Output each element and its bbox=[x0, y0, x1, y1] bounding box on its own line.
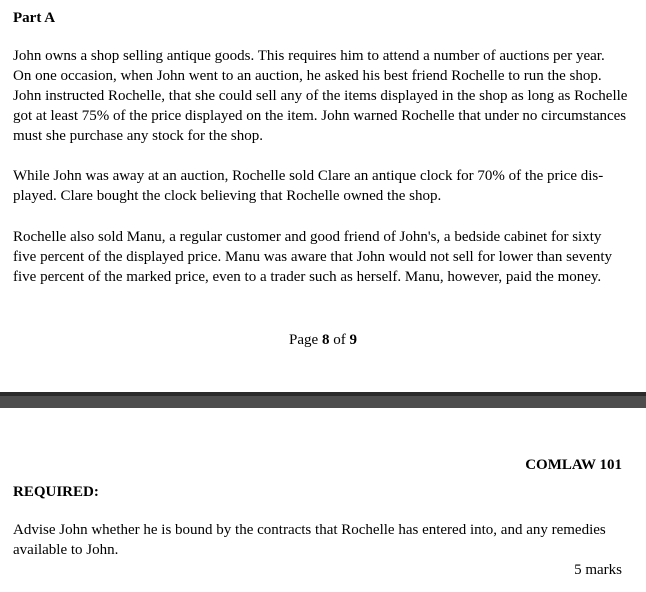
marks-label: 5 marks bbox=[574, 562, 622, 578]
text-line: John owns a shop selling antique goods. This requires him to attend a number of auctions per year. bbox=[13, 48, 605, 64]
paragraph-2 bbox=[13, 166, 633, 206]
text-line: played. Clare bought the clock believing that Rochelle owned the shop. bbox=[13, 188, 442, 204]
required-heading: REQUIRED: bbox=[13, 484, 99, 500]
text-line: five percent of the displayed price. Manu was aware that John would not sell for lower than seventy bbox=[13, 249, 612, 265]
course-code: COMLAW 101 bbox=[525, 457, 622, 473]
document-page-9 bbox=[0, 408, 646, 592]
part-heading: Part A bbox=[13, 10, 56, 26]
page-separator-shadow bbox=[0, 392, 646, 396]
paragraph-1 bbox=[13, 46, 633, 146]
text-line: five percent of the marked price, even to a trader such as herself. Manu, however, paid the money. bbox=[13, 269, 602, 285]
page-number bbox=[0, 331, 646, 349]
text-line: On one occasion, when John went to an auction, he asked his best friend Rochelle to run the shop. bbox=[13, 68, 602, 84]
text-line: John instructed Rochelle, that she could sell any of the items displayed in the shop as long as Rochelle bbox=[13, 88, 628, 104]
text-line: available to John. bbox=[13, 542, 119, 558]
page-number-current: 8 bbox=[321, 332, 330, 348]
text-line: must she purchase any stock for the shop. bbox=[13, 128, 263, 144]
page-number-total: 9 bbox=[349, 332, 357, 348]
required-paragraph bbox=[13, 520, 633, 560]
text-line: Advise John whether he is bound by the contracts that Rochelle has entered into, and any remedies bbox=[13, 522, 606, 538]
text-line: While John was away at an auction, Rochelle sold Clare an antique clock for 70% of the price dis- bbox=[13, 168, 604, 184]
text-line: got at least 75% of the price displayed on the item. John warned Rochelle that under no circumstances bbox=[13, 108, 627, 124]
paragraph-3 bbox=[13, 227, 633, 287]
page-number-middle: of bbox=[329, 332, 350, 348]
text-line: Rochelle also sold Manu, a regular customer and good friend of John's, a bedside cabinet for sixty bbox=[13, 229, 602, 245]
page-number-prefix: Page bbox=[289, 332, 322, 348]
